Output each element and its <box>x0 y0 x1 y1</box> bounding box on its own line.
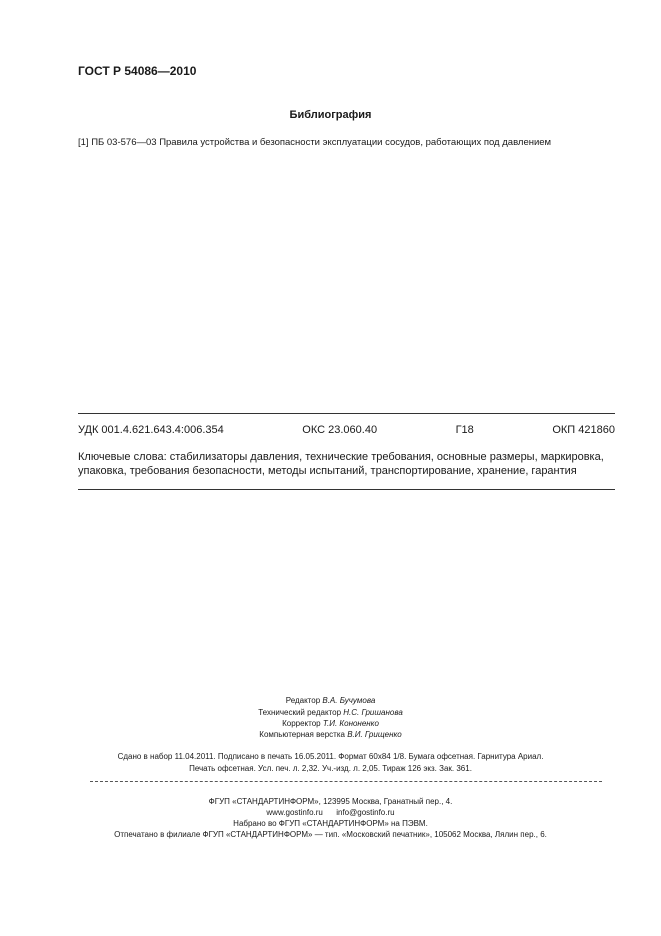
corrector-label: Корректор <box>282 719 321 728</box>
publisher-address: ФГУП «СТАНДАРТИНФОРМ», 123995 Москва, Гранатный пер., 4. <box>208 797 453 806</box>
layout-label: Компьютерная верстка <box>259 730 345 739</box>
group-code: Г18 <box>455 424 474 436</box>
document-header: ГОСТ Р 54086—2010 <box>78 64 197 78</box>
keywords-line-1: Ключевые слова: стабилизаторы давления, технические требования, основные размеры, маркировка, <box>78 451 604 463</box>
okp-code: ОКП 421860 <box>552 424 615 436</box>
layout-name: В.И. Грищенко <box>347 730 402 739</box>
divider-top <box>78 413 615 414</box>
printed-note: Отпечатано в филиале ФГУП «СТАНДАРТИНФОРМ» — тип. «Московский печатник», 105062 Москва, Лялин пер., 6. <box>114 830 547 839</box>
layout-line <box>0 730 661 739</box>
print-details-2: Печать офсетная. Усл. печ. л. 2,32. Уч.-изд. л. 2,05. Тираж 126 экз. Зак. 361. <box>189 764 472 773</box>
udk-code: УДК 001.4.621.643.4:006.354 <box>78 424 224 436</box>
oks-code: ОКС 23.060.40 <box>302 424 378 436</box>
classification-row <box>78 424 615 436</box>
divider-bottom <box>78 489 615 490</box>
keywords-line-2: упаковка, требования безопасности, методы испытаний, транспортирование, хранение, гарантия <box>78 465 577 477</box>
print-details-1: Сдано в набор 11.04.2011. Подписано в печать 16.05.2011. Формат 60x84 1/8. Бумага офсетная. Гарнитура Ариал. <box>117 752 544 761</box>
publisher-contacts <box>0 808 661 817</box>
dashed-divider <box>90 781 602 782</box>
editor-line <box>0 696 661 705</box>
publisher-website: www.gostinfo.ru <box>266 808 323 817</box>
publisher-email: info@gostinfo.ru <box>336 808 395 817</box>
tech-editor-line <box>0 708 661 717</box>
corrector-name: Т.И. Кононенко <box>322 719 379 728</box>
tech-editor-label: Технический редактор <box>258 708 342 717</box>
corrector-line <box>0 719 661 728</box>
bibliography-entry: [1] ПБ 03-576—03 Правила устройства и безопасности эксплуатации сосудов, работающих под давлением <box>78 137 552 148</box>
bibliography-title: Библиография <box>289 109 372 121</box>
tech-editor-name: Н.С. Гришанова <box>343 708 403 717</box>
typeset-note: Набрано во ФГУП «СТАНДАРТИНФОРМ» на ПЭВМ. <box>233 819 428 828</box>
editor-name: В.А. Бучумова <box>322 696 376 705</box>
editor-label: Редактор <box>285 696 321 705</box>
